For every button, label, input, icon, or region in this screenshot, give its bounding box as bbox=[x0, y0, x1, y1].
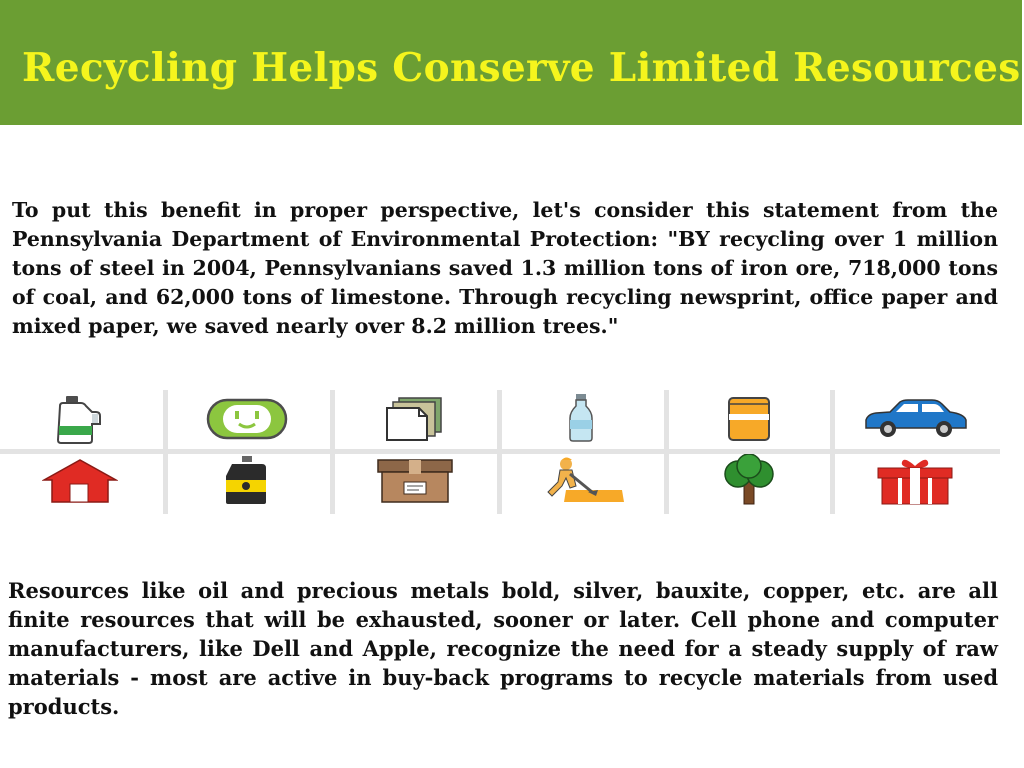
gift-box-icon bbox=[876, 456, 954, 506]
title-bar bbox=[0, 0, 1022, 125]
icon-strip bbox=[0, 390, 1024, 514]
jug-icon bbox=[52, 396, 108, 444]
tree-icon bbox=[718, 454, 780, 506]
strip-divider-vertical bbox=[830, 390, 835, 514]
strip-divider-vertical bbox=[664, 390, 669, 514]
intro-paragraph: To put this benefit in proper perspective, let's consider this statement from the Pennsylvania Department of Environmental Protection: "BY recycling over 1 million tons of steel in 2004, Pennsylvanians saved 1.3 million tons of iron ore, 718,000 tons of coal, and 62,000 tons of limestone. Through recycling newsprint, office paper and mixed paper, we saved nearly over 8.2 million trees." bbox=[12, 198, 998, 338]
page-title: Recycling Helps Conserve Limited Resources bbox=[22, 45, 1021, 91]
strip-divider-vertical bbox=[163, 390, 168, 514]
worker-digging-icon bbox=[536, 456, 628, 504]
house-icon bbox=[42, 458, 118, 504]
power-outlet-icon bbox=[206, 398, 288, 440]
paper-stack-icon bbox=[385, 396, 447, 442]
plastic-bottle-icon bbox=[566, 394, 596, 442]
strip-divider-vertical bbox=[330, 390, 335, 514]
can-icon bbox=[726, 396, 772, 442]
cardboard-box-icon bbox=[376, 458, 454, 504]
oil-can-icon bbox=[222, 456, 270, 506]
closing-paragraph: Resources like oil and precious metals bold, silver, bauxite, copper, etc. are all finite resources that will be exhausted, sooner or later. Cell phone and computer manufacturers, like Dell and Apple, recognize the need for a steady supply of raw materials - most are active in buy-back programs to recycle materials from used products. bbox=[8, 578, 998, 719]
strip-divider-vertical bbox=[497, 390, 502, 514]
car-icon bbox=[862, 398, 970, 438]
